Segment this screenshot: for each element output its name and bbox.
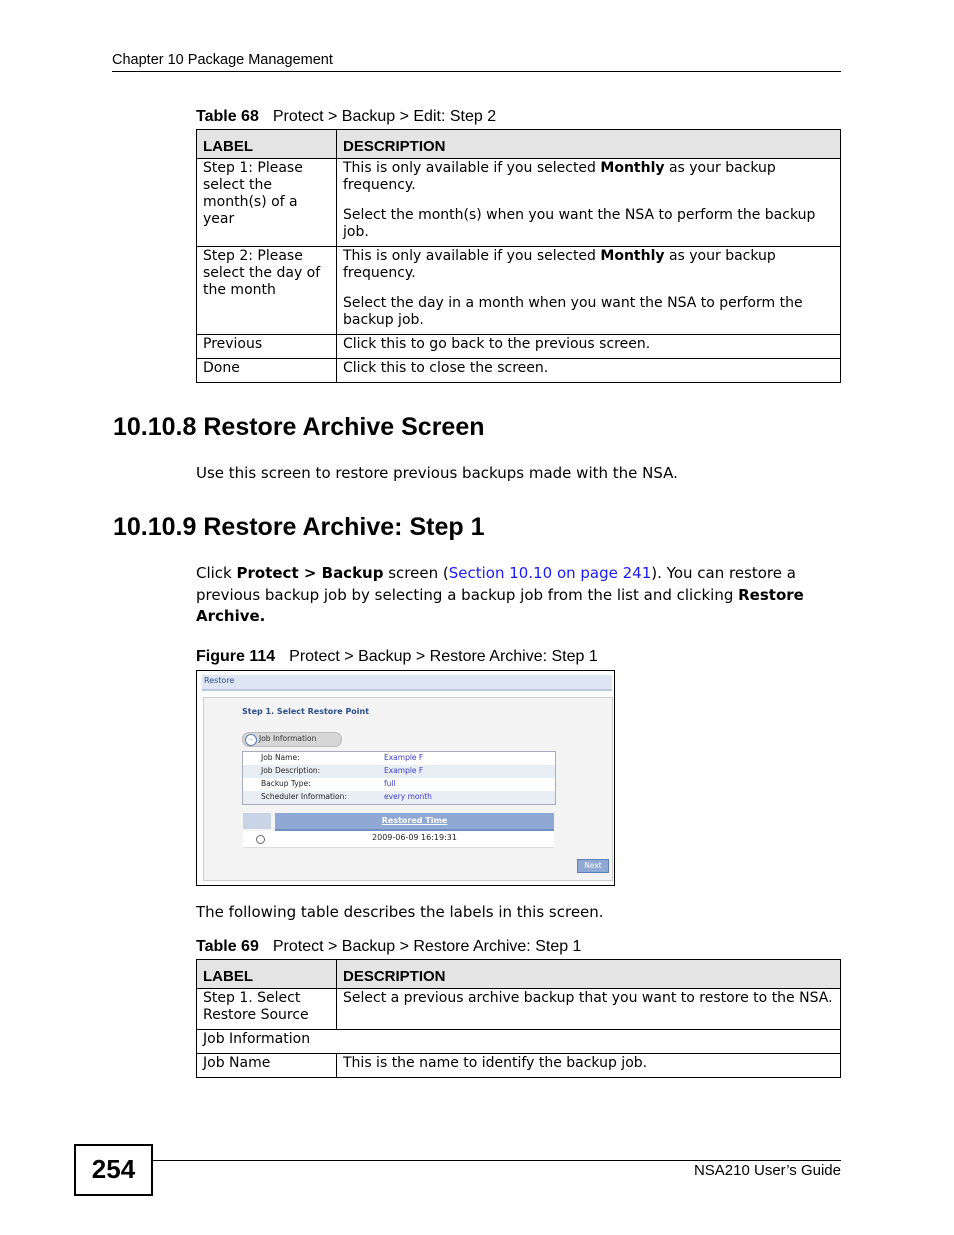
table-row xyxy=(197,359,841,383)
row-label: Step 2: Please select the day of the month xyxy=(197,247,337,335)
row-label: Step 1. Select Restore Source xyxy=(197,989,337,1030)
row-label: Step 1: Please select the month(s) of a year xyxy=(197,159,337,247)
info-key: Scheduler Information: xyxy=(261,792,347,801)
info-row xyxy=(243,778,555,791)
table68-caption xyxy=(196,108,496,126)
section-body-restore-archive-step1: Click Protect > Backup screen (Section 10.10 on page 241). You can restore a previous backup job by selecting a backup job from the list and clicking Restore Archive. xyxy=(196,564,804,625)
info-value: Example F xyxy=(384,766,424,775)
table68-header-description: DESCRIPTION xyxy=(337,130,841,159)
table69 xyxy=(196,959,841,1078)
table69-intro: The following table describes the labels in this screen. xyxy=(196,903,604,921)
info-value: every month xyxy=(384,792,432,801)
section-heading-restore-archive-screen: 10.10.8 Restore Archive Screen xyxy=(113,413,485,441)
figure114-number: Figure 114 xyxy=(196,648,276,665)
info-value: Example F xyxy=(384,753,424,762)
figure114-title: Protect > Backup > Restore Archive: Step 1 xyxy=(289,648,598,665)
table68-title: Protect > Backup > Edit: Step 2 xyxy=(272,108,497,125)
figure114-caption xyxy=(196,648,598,666)
page-number: 254 xyxy=(91,1154,136,1184)
chapter-header: Chapter 10 Package Management xyxy=(112,52,333,68)
table69-caption xyxy=(196,938,581,956)
info-key: Job Description: xyxy=(261,766,321,775)
job-information-label: Job Information xyxy=(259,734,317,743)
table68 xyxy=(196,129,841,383)
table69-number: Table 69 xyxy=(196,938,259,955)
info-key: Job Name: xyxy=(261,753,300,762)
info-key: Backup Type: xyxy=(261,779,311,788)
table-row xyxy=(197,1030,841,1054)
select-column-header xyxy=(243,813,271,829)
restore-point-radio[interactable] xyxy=(256,835,265,844)
table-row xyxy=(197,335,841,359)
section-body-restore-archive-screen: Use this screen to restore previous backups made with the NSA. xyxy=(196,464,678,482)
info-row xyxy=(243,752,555,765)
row-description: This is only available if you selected Monthly as your backup frequency. Select the day in a month when you want the NSA to perform the backup job. xyxy=(337,247,841,335)
table69-header-description: DESCRIPTION xyxy=(337,960,841,989)
collapse-icon: – xyxy=(245,734,257,746)
header-divider xyxy=(112,71,841,72)
info-row xyxy=(243,765,555,778)
guide-title: NSA210 User’s Guide xyxy=(693,1162,841,1179)
row-description: Select a previous archive backup that you want to restore to the NSA. xyxy=(337,989,841,1030)
table-row xyxy=(197,159,841,247)
table-row xyxy=(197,989,841,1030)
next-button[interactable]: Next xyxy=(577,859,609,873)
table69-header-label: LABEL xyxy=(197,960,337,989)
job-information-group[interactable] xyxy=(242,732,342,747)
restore-titlebar xyxy=(202,675,612,691)
row-description: Click this to go back to the previous screen. xyxy=(337,335,841,359)
table68-number: Table 68 xyxy=(196,108,259,125)
row-group-label: Job Information xyxy=(197,1030,841,1054)
row-description: This is the name to identify the backup job. xyxy=(337,1054,841,1078)
restore-screenshot xyxy=(196,670,615,886)
restored-time-header[interactable] xyxy=(275,813,554,831)
row-description: Click this to close the screen. xyxy=(337,359,841,383)
row-label: Job Name xyxy=(197,1054,337,1078)
restore-time: 2009-06-09 16:19:31 xyxy=(372,833,457,842)
restore-title: Restore xyxy=(204,676,235,685)
section-heading-restore-archive-step1: 10.10.9 Restore Archive: Step 1 xyxy=(113,513,485,541)
footer-divider xyxy=(152,1160,841,1161)
row-label: Previous xyxy=(197,335,337,359)
info-row xyxy=(243,791,555,804)
section-link[interactable]: Section 10.10 on page 241 xyxy=(448,564,652,582)
restore-point-row xyxy=(243,831,554,848)
row-description: This is only available if you selected Monthly as your backup frequency. Select the month(s) when you want the NSA to perform the backup job. xyxy=(337,159,841,247)
table-row xyxy=(197,1054,841,1078)
row-label: Done xyxy=(197,359,337,383)
job-info-box xyxy=(242,751,556,805)
info-value: full xyxy=(384,779,396,788)
restored-time-label: Restored Time xyxy=(381,816,448,825)
table69-title: Protect > Backup > Restore Archive: Step 1 xyxy=(272,938,582,955)
table68-header-label: LABEL xyxy=(197,130,337,159)
page-number-box xyxy=(74,1144,153,1196)
table-row xyxy=(197,247,841,335)
step-label: Step 1. Select Restore Point xyxy=(242,707,370,716)
